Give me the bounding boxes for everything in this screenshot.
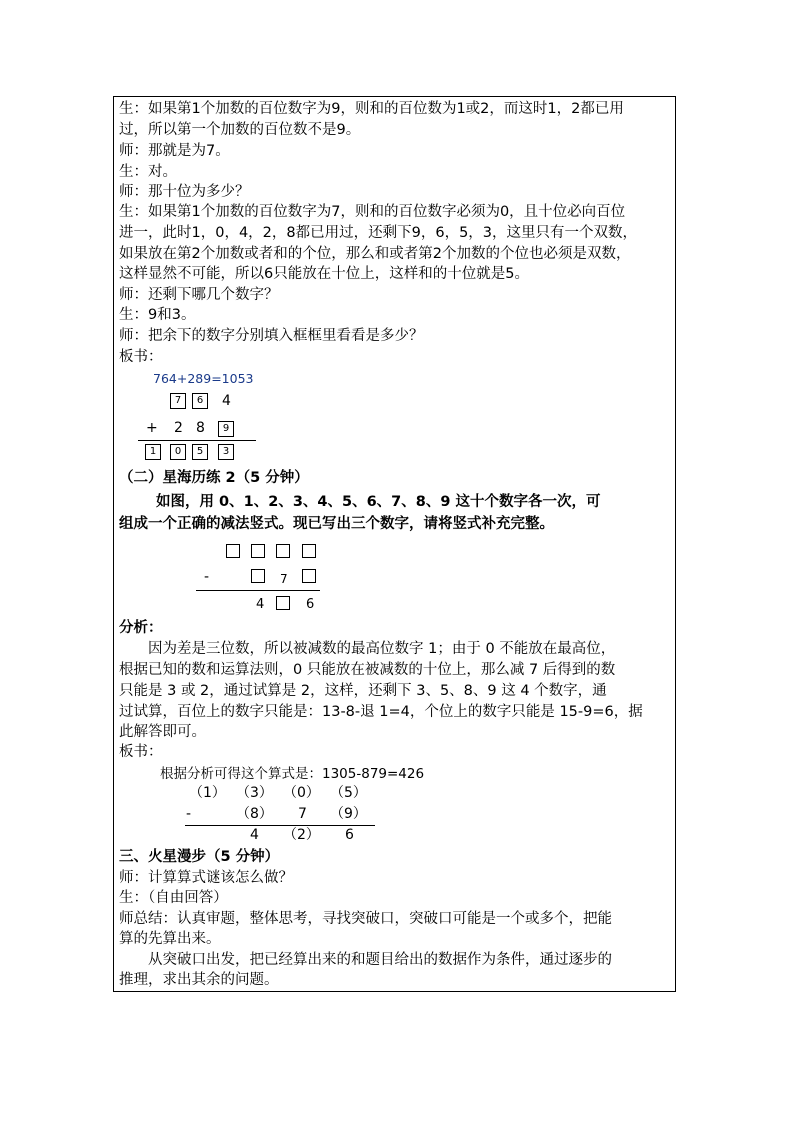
text-line: 如果放在第2个加数或者和的个位，那么和或者第2个加数的个位也必须是双数， xyxy=(119,246,631,262)
empty-box xyxy=(302,569,316,583)
text-line: 师：还剩下哪几个数字？ xyxy=(119,287,279,303)
empty-box xyxy=(276,544,290,558)
text-line: 师：把余下的数字分别填入框框里看看是多少？ xyxy=(119,328,424,344)
section-title: 三、火星漫步（5 分钟） xyxy=(119,849,280,865)
digit-box: 6 xyxy=(192,393,208,409)
minus-sign: - xyxy=(204,569,210,585)
digit: 4 xyxy=(222,393,231,409)
digit-cell: （2） xyxy=(283,827,320,843)
board-label: 板书： xyxy=(119,744,163,760)
text-line: 生：9和3。 xyxy=(119,307,196,323)
text-line: 生：如果第1个加数的百位数字为9，则和的百位数为1或2，而这时1，2都已用 xyxy=(119,101,624,117)
empty-box xyxy=(276,596,290,610)
text-line: 师：计算算式谜该怎么做？ xyxy=(119,870,293,886)
text-line: 师总结：认真审题，整体思考，寻找突破口，突破口可能是一个或多个，把能 xyxy=(119,911,612,927)
text-line: 只能是 3 或 2，通过试算是 2，这样，还剩下 3、5、8、9 这 4 个数字，通 xyxy=(119,683,607,699)
digit: 2 xyxy=(174,420,183,436)
digit-cell: 6 xyxy=(345,827,354,843)
section-title: （二）星海历练 2（5 分钟） xyxy=(119,470,309,486)
digit-box: 7 xyxy=(170,393,186,409)
digit-cell: （1） xyxy=(189,785,226,801)
digit: 8 xyxy=(196,420,205,436)
text-line: 生：对。 xyxy=(119,164,177,180)
text-line: 根据分析可得这个算式是：1305-879=426 xyxy=(160,766,425,782)
sum-line xyxy=(138,440,256,441)
text-line: 师：那十位为多少？ xyxy=(119,184,250,200)
difference-line xyxy=(196,590,320,591)
text-line: 这样显然不可能，所以6只能放在十位上，这样和的十位就是5。 xyxy=(119,266,529,282)
plus-sign: + xyxy=(146,420,158,436)
text-line: 算的先算出来。 xyxy=(119,931,221,947)
text-line: 此解答即可。 xyxy=(119,724,206,740)
digit-box: 0 xyxy=(170,444,186,460)
digit-cell: 7 xyxy=(298,806,307,822)
digit: 6 xyxy=(306,597,315,612)
analysis-label: 分析： xyxy=(119,620,163,636)
problem-text: 组成一个正确的减法竖式。现已写出三个数字，请将竖式补充完整。 xyxy=(119,516,554,532)
digit-box: 9 xyxy=(218,421,234,437)
digit: 4 xyxy=(256,597,265,612)
text-line: 从突破口出发，把已经算出来的和题目给出的数据作为条件，通过逐步的 xyxy=(148,952,612,968)
empty-box xyxy=(251,569,265,583)
digit-cell: （8） xyxy=(236,806,273,822)
text-line: 生：如果第1个加数的百位数字为7，则和的百位数字必须为0，且十位必向百位 xyxy=(119,204,626,220)
text-line: 师：那就是为7。 xyxy=(119,143,230,159)
problem-text: 如图，用 0、1、2、3、4、5、6、7、8、9 这十个数字各一次，可 xyxy=(156,494,601,510)
minus-sign: - xyxy=(186,806,192,822)
equation-text: 764+289=1053 xyxy=(153,371,254,386)
digit-box: 1 xyxy=(145,444,161,460)
digit-cell: （3） xyxy=(236,785,273,801)
text-line: 过试算，百位上的数字只能是：13-8-退 1=4，个位上的数字只能是 15-9=6，据 xyxy=(119,704,643,720)
text-line: 推理，求出其余的问题。 xyxy=(119,972,279,988)
text-line: 生：（自由回答） xyxy=(119,890,228,906)
board-label: 板书： xyxy=(119,349,163,365)
digit-cell: 4 xyxy=(250,827,259,843)
text-line: 进一，此时1，0，4，2，8都已用过，还剩下9，6，5，3，这里只有一个双数， xyxy=(119,225,638,241)
digit-box: 3 xyxy=(218,444,234,460)
text-line: 根据已知的数和运算法则，0 只能放在被减数的十位上，那么减 7 后得到的数 xyxy=(119,662,616,678)
empty-box xyxy=(226,544,240,558)
digit-cell: （5） xyxy=(330,785,367,801)
empty-box xyxy=(251,544,265,558)
empty-box xyxy=(302,544,316,558)
digit-cell: （9） xyxy=(330,806,367,822)
text-line: 过，所以第一个加数的百位数不是9。 xyxy=(119,122,361,138)
text-line: 因为差是三位数，所以被减数的最高位数字 1；由于 0 不能放在最高位， xyxy=(148,641,616,657)
digit: 7 xyxy=(280,572,288,586)
digit-cell: （0） xyxy=(283,785,320,801)
digit-box: 5 xyxy=(192,444,208,460)
